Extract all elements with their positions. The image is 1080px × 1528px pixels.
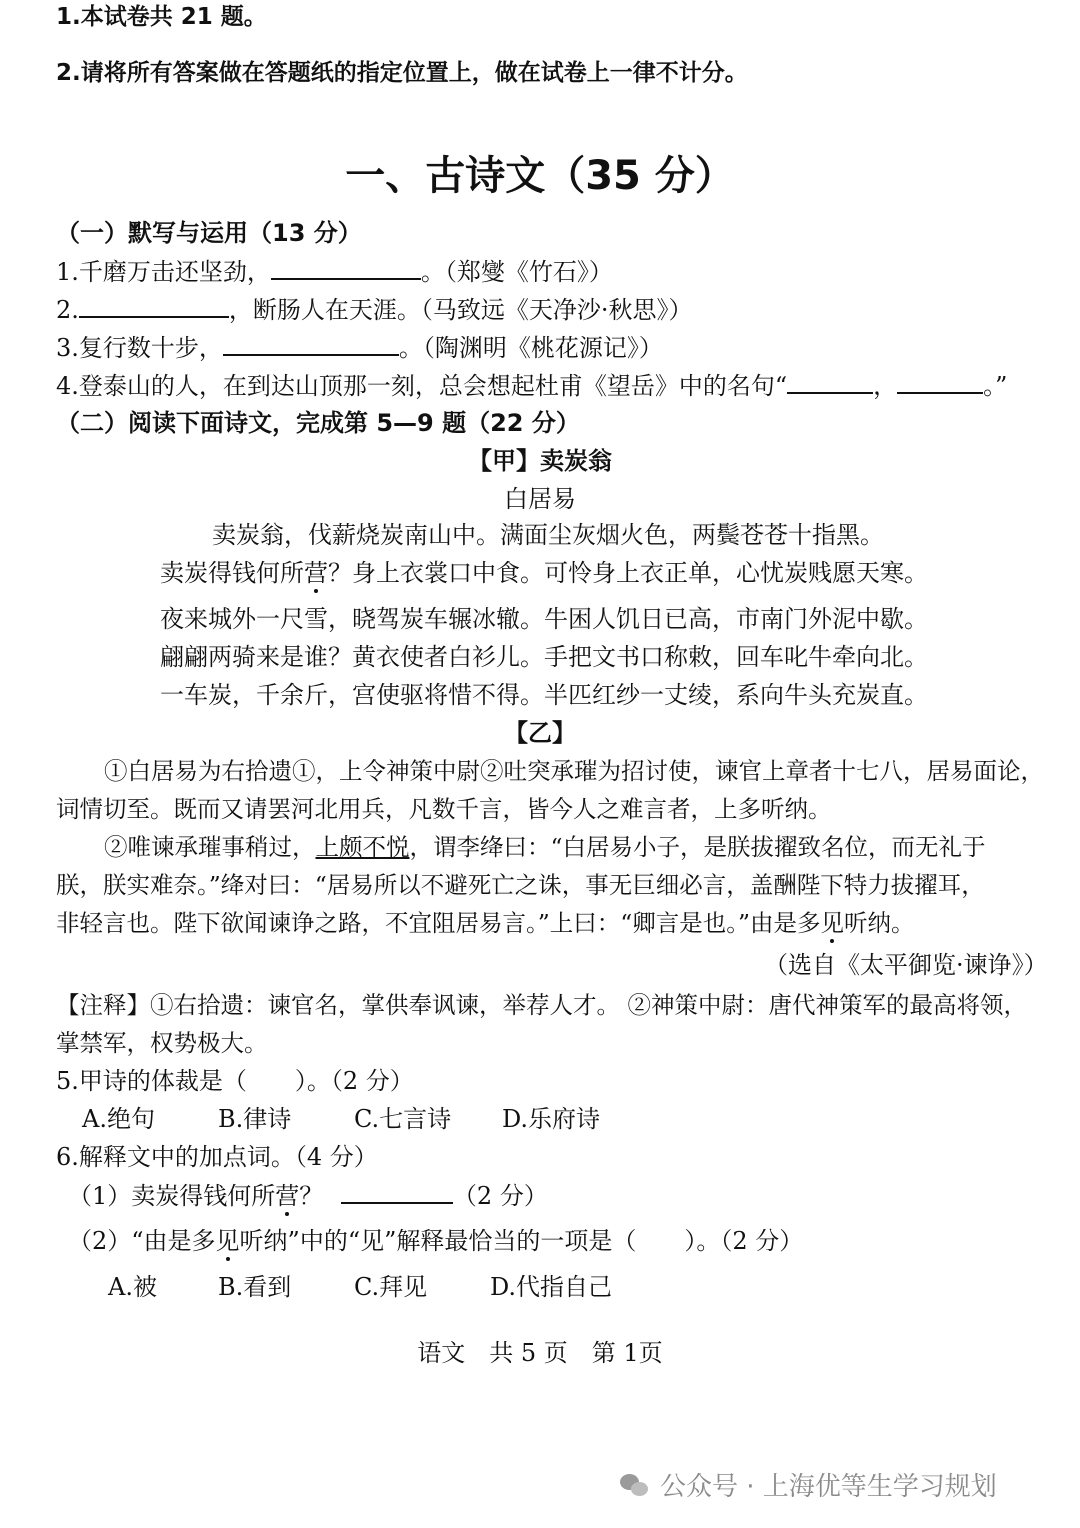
q4-comma: ， <box>873 372 898 400</box>
p2-line-1-end: ，谓李绛曰：“白居易小子，是朕拔擢致名位，而无礼于 <box>409 833 986 861</box>
question-4 <box>56 370 1007 401</box>
dotted-word-jian: 见 <box>820 909 845 937</box>
watermark-text: 公众号 · 上海优等生学习规划 <box>660 1472 997 1502</box>
poem-line-1: 卖炭翁，伐薪烧炭南山中。满面尘灰烟火色，两鬓苍苍十指黑。 <box>212 521 884 549</box>
q1-source: 。（郑燮《竹石》） <box>420 258 613 286</box>
question-6-2 <box>68 1226 803 1256</box>
dotted-word-ying: 营 <box>304 559 328 587</box>
question-1 <box>56 256 613 287</box>
q6-1-blank[interactable] <box>341 1180 453 1204</box>
q6-1-score: （2 分） <box>452 1182 548 1210</box>
q2-blank[interactable] <box>79 294 229 318</box>
poem-author: 白居易 <box>504 485 576 513</box>
passage-p2-line-3 <box>56 908 915 938</box>
note-line-1: 【注释】①右拾遗：谏官名，掌供奉讽谏，举荐人才。 ②神策中尉：唐代神策军的最高将领， <box>56 991 1027 1019</box>
q3-text: 3.复行数十步， <box>56 334 223 362</box>
poem-line-2-start: 卖炭得钱何所 <box>160 559 304 587</box>
q2-number: 2. <box>56 296 79 324</box>
p2-line-3-start: 非轻言也。陛下欲闻谏诤之路，不宜阻居易言。”上曰：“卿言是也。”由是多 <box>56 909 821 937</box>
q5-option-b[interactable]: B.律诗 <box>218 1105 292 1133</box>
q4-text: 4.登泰山的人，在到达山顶那一刻，总会想起杜甫《望岳》中的名句“ <box>56 372 788 400</box>
poem-line-5: 一车炭，千余斤，宫使驱将惜不得。半匹红纱一丈绫，系向牛头充炭直。 <box>160 681 928 709</box>
q6-2-text-end: 听纳”中的“见”解释最恰当的一项是（ ）。（2 分） <box>239 1227 804 1255</box>
q4-blank-2[interactable] <box>897 370 983 394</box>
p2-line-1-start: ②唯谏承璀事稍过， <box>104 833 316 861</box>
passage-p1-line-1: ①白居易为右拾遗①，上令神策中尉②吐突承璀为招讨使，谏官上章者十七八，居易面论， <box>104 757 1044 785</box>
passage-source: （选自《太平御览·谏诤》） <box>764 951 1048 979</box>
q4-close: 。” <box>983 372 1008 400</box>
q6-1-dotted-word: 营 <box>275 1182 300 1210</box>
question-5: 5.甲诗的体裁是（ ）。（2 分） <box>56 1067 414 1095</box>
q5-option-a[interactable]: A.绝句 <box>82 1105 155 1133</box>
section-title: 一、古诗文（35 分） <box>345 153 735 199</box>
question-6: 6.解释文中的加点词。（4 分） <box>56 1143 378 1171</box>
note-line-2: 掌禁军，权势极大。 <box>56 1029 268 1057</box>
poem-line-2 <box>160 558 928 588</box>
q1-blank[interactable] <box>271 256 421 280</box>
part2-heading: （二）阅读下面诗文，完成第 5—9 题（22 分） <box>56 409 580 437</box>
q1-text: 1.千磨万击还坚劲， <box>56 258 271 286</box>
p2-line-3-end: 听纳。 <box>844 909 915 937</box>
instruction-2: 2.请将所有答案做在答题纸的指定位置上，做在试卷上一律不计分。 <box>56 60 748 86</box>
question-2 <box>56 294 693 325</box>
q6-2-option-a[interactable]: A.被 <box>108 1273 157 1301</box>
part1-heading: （一）默写与运用（13 分） <box>56 219 362 247</box>
watermark <box>620 1466 997 1503</box>
q6-2-dotted-word: 见 <box>215 1227 240 1255</box>
q3-source: 。（陶渊明《桃花源记》） <box>398 334 663 362</box>
wechat-icon <box>620 1472 650 1498</box>
q5-option-d[interactable]: D.乐府诗 <box>502 1105 601 1133</box>
question-6-1 <box>68 1180 548 1211</box>
instruction-1: 1.本试卷共 21 题。 <box>56 4 267 30</box>
page-footer: 语文 共 5 页 第 1页 <box>417 1339 663 1367</box>
q6-2-option-d[interactable]: D.代指自己 <box>490 1273 613 1301</box>
q6-2-option-b[interactable]: B.看到 <box>218 1273 292 1301</box>
passage-p2-line-1 <box>104 832 986 862</box>
q6-1-text: （1）卖炭得钱何所 <box>68 1182 276 1210</box>
q2-text: ，断肠人在天涯。（马致远《天净沙·秋思》） <box>228 296 693 324</box>
question-3 <box>56 332 663 363</box>
passage-p1-line-2: 词情切至。既而又请罢河北用兵，凡数千言，皆今人之难言者，上多听纳。 <box>56 795 832 823</box>
q5-option-c[interactable]: C.七言诗 <box>354 1105 452 1133</box>
poem-line-4: 翩翩两骑来是谁？黄衣使者白衫儿。手把文书口称敕，回车叱牛牵向北。 <box>160 643 928 671</box>
poem-line-3: 夜来城外一尺雪，晓驾炭车辗冰辙。牛困人饥日已高，市南门外泥中歇。 <box>160 605 928 633</box>
poem-title: 【甲】卖炭翁 <box>468 447 612 475</box>
q3-blank[interactable] <box>223 332 399 356</box>
q6-2-text-start: （2）“由是多 <box>68 1227 216 1255</box>
q4-blank-1[interactable] <box>787 370 873 394</box>
underlined-phrase: 上颇不悦 <box>315 833 410 861</box>
poem-line-2-end: ？身上衣裳口中食。可怜身上衣正单，心忧炭贱愿天寒。 <box>328 559 928 587</box>
passage-p2-line-2: 朕，朕实难奈。”绛对曰：“居易所以不避死亡之诛，事无巨细必言，盖酬陛下特力拔擢耳， <box>56 871 985 899</box>
q6-2-option-c[interactable]: C.拜见 <box>354 1273 428 1301</box>
passage-yi-title: 【乙】 <box>504 719 576 747</box>
q6-1-mark: ？ <box>299 1182 324 1210</box>
